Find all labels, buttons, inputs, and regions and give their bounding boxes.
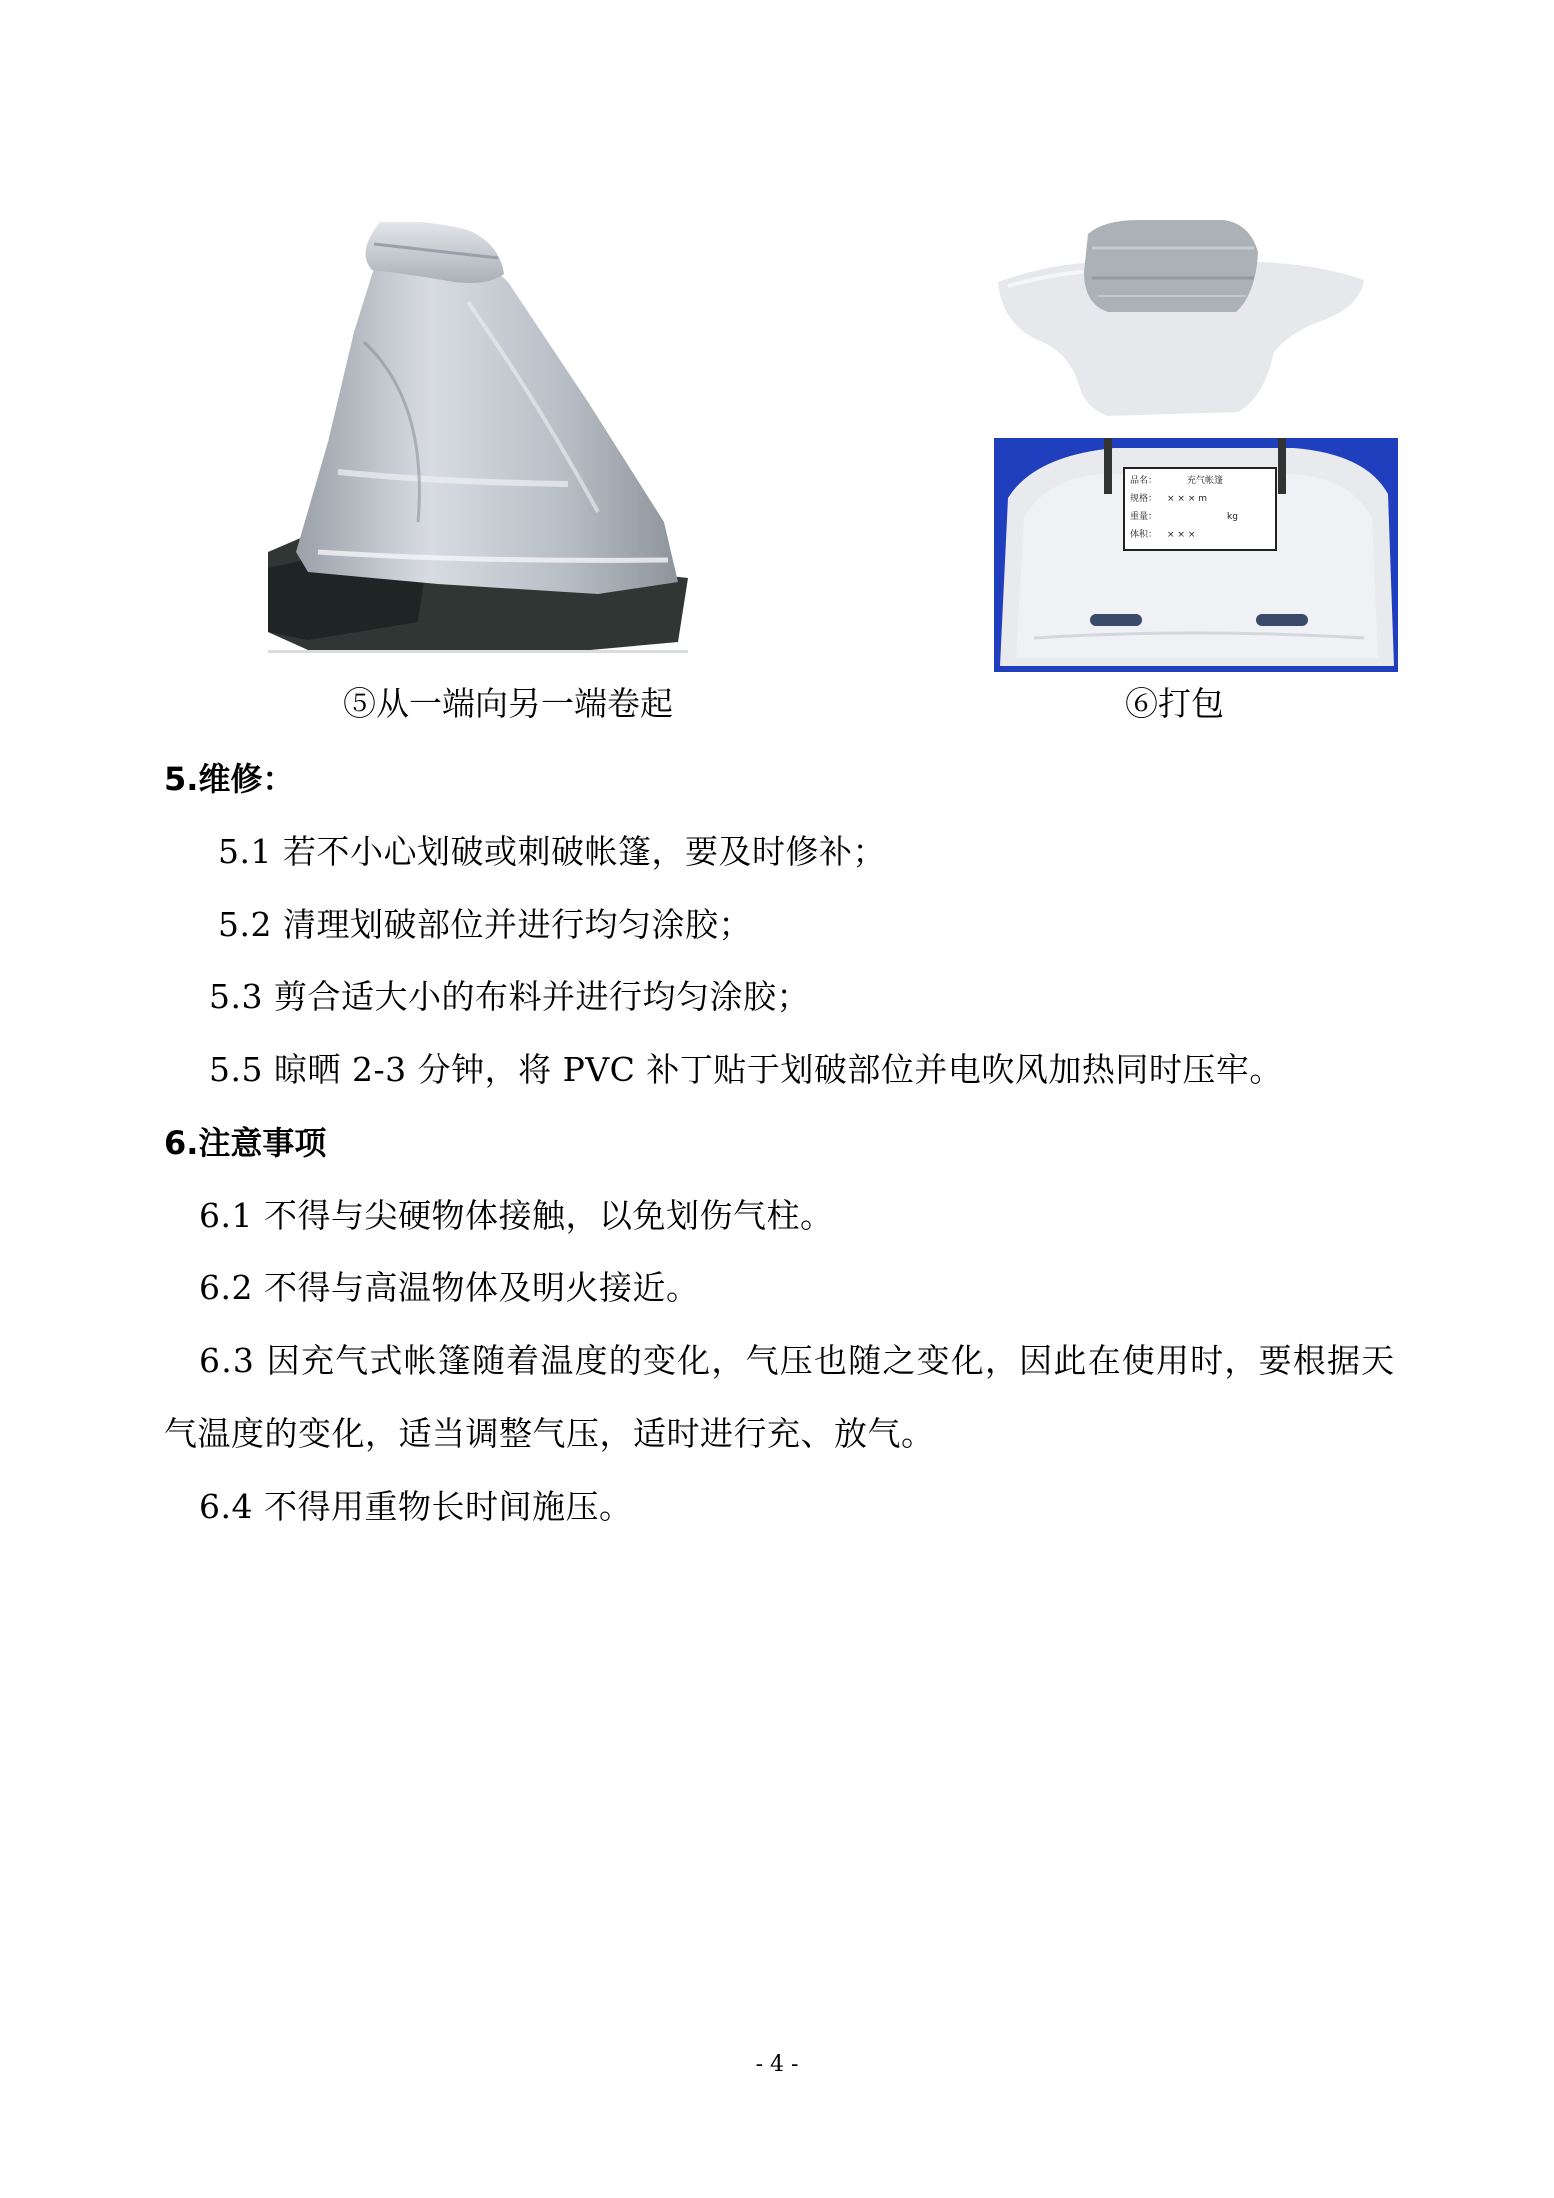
section-6-heading: 6.注意事项	[164, 1124, 327, 1162]
rolled-tent-photo	[268, 222, 688, 654]
label-spec-row	[1130, 490, 1276, 508]
figure-6-caption: ⑥打包	[1125, 684, 1224, 723]
label-volume-value: × × ×	[1167, 530, 1196, 540]
section-6-item-2: 6.2 不得与高温物体及明火接近。	[199, 1268, 700, 1307]
label-weight-value: kg	[1227, 512, 1238, 522]
section-6-item-3-line-1: 6.3 因充气式帐篷随着温度的变化，气压也随之变化，因此在使用时，要根据天	[199, 1341, 1396, 1380]
section-5-item-4: 5.5 晾晒 2-3 分钟，将 PVC 补丁贴于划破部位并电吹风加热同时压牢。	[209, 1050, 1283, 1089]
label-volume-row	[1130, 526, 1276, 544]
page-number: - 4 -	[755, 2052, 799, 2077]
section-5-heading: 5.维修：	[164, 760, 295, 798]
section-6-item-4: 6.4 不得用重物长时间施压。	[199, 1487, 633, 1526]
label-weight-row	[1130, 508, 1276, 526]
packing-bag-open-photo	[988, 212, 1374, 422]
section-6-item-1: 6.1 不得与尖硬物体接触，以免划伤气柱。	[199, 1196, 834, 1235]
label-volume-key: 体积：	[1130, 530, 1158, 540]
section-5-item-3: 5.3 剪合适大小的布料并进行均匀涂胶；	[209, 977, 810, 1016]
section-5-item-2: 5.2 清理划破部位并进行均匀涂胶；	[218, 905, 752, 944]
section-5-item-1: 5.1 若不小心划破或刺破帐篷，要及时修补；	[218, 832, 886, 871]
package-label	[1130, 472, 1276, 548]
label-name-key: 品名：	[1130, 476, 1158, 486]
label-spec-value: × × × m	[1167, 494, 1207, 504]
label-name-row	[1130, 472, 1276, 490]
figure-5-caption: ⑤从一端向另一端卷起	[343, 684, 673, 723]
section-6-item-3-line-2: 气温度的变化，适当调整气压，适时进行充、放气。	[164, 1414, 935, 1453]
label-name-value: 充气帐篷	[1187, 476, 1224, 486]
label-spec-key: 规格：	[1130, 494, 1158, 504]
label-weight-key: 重量：	[1130, 512, 1158, 522]
